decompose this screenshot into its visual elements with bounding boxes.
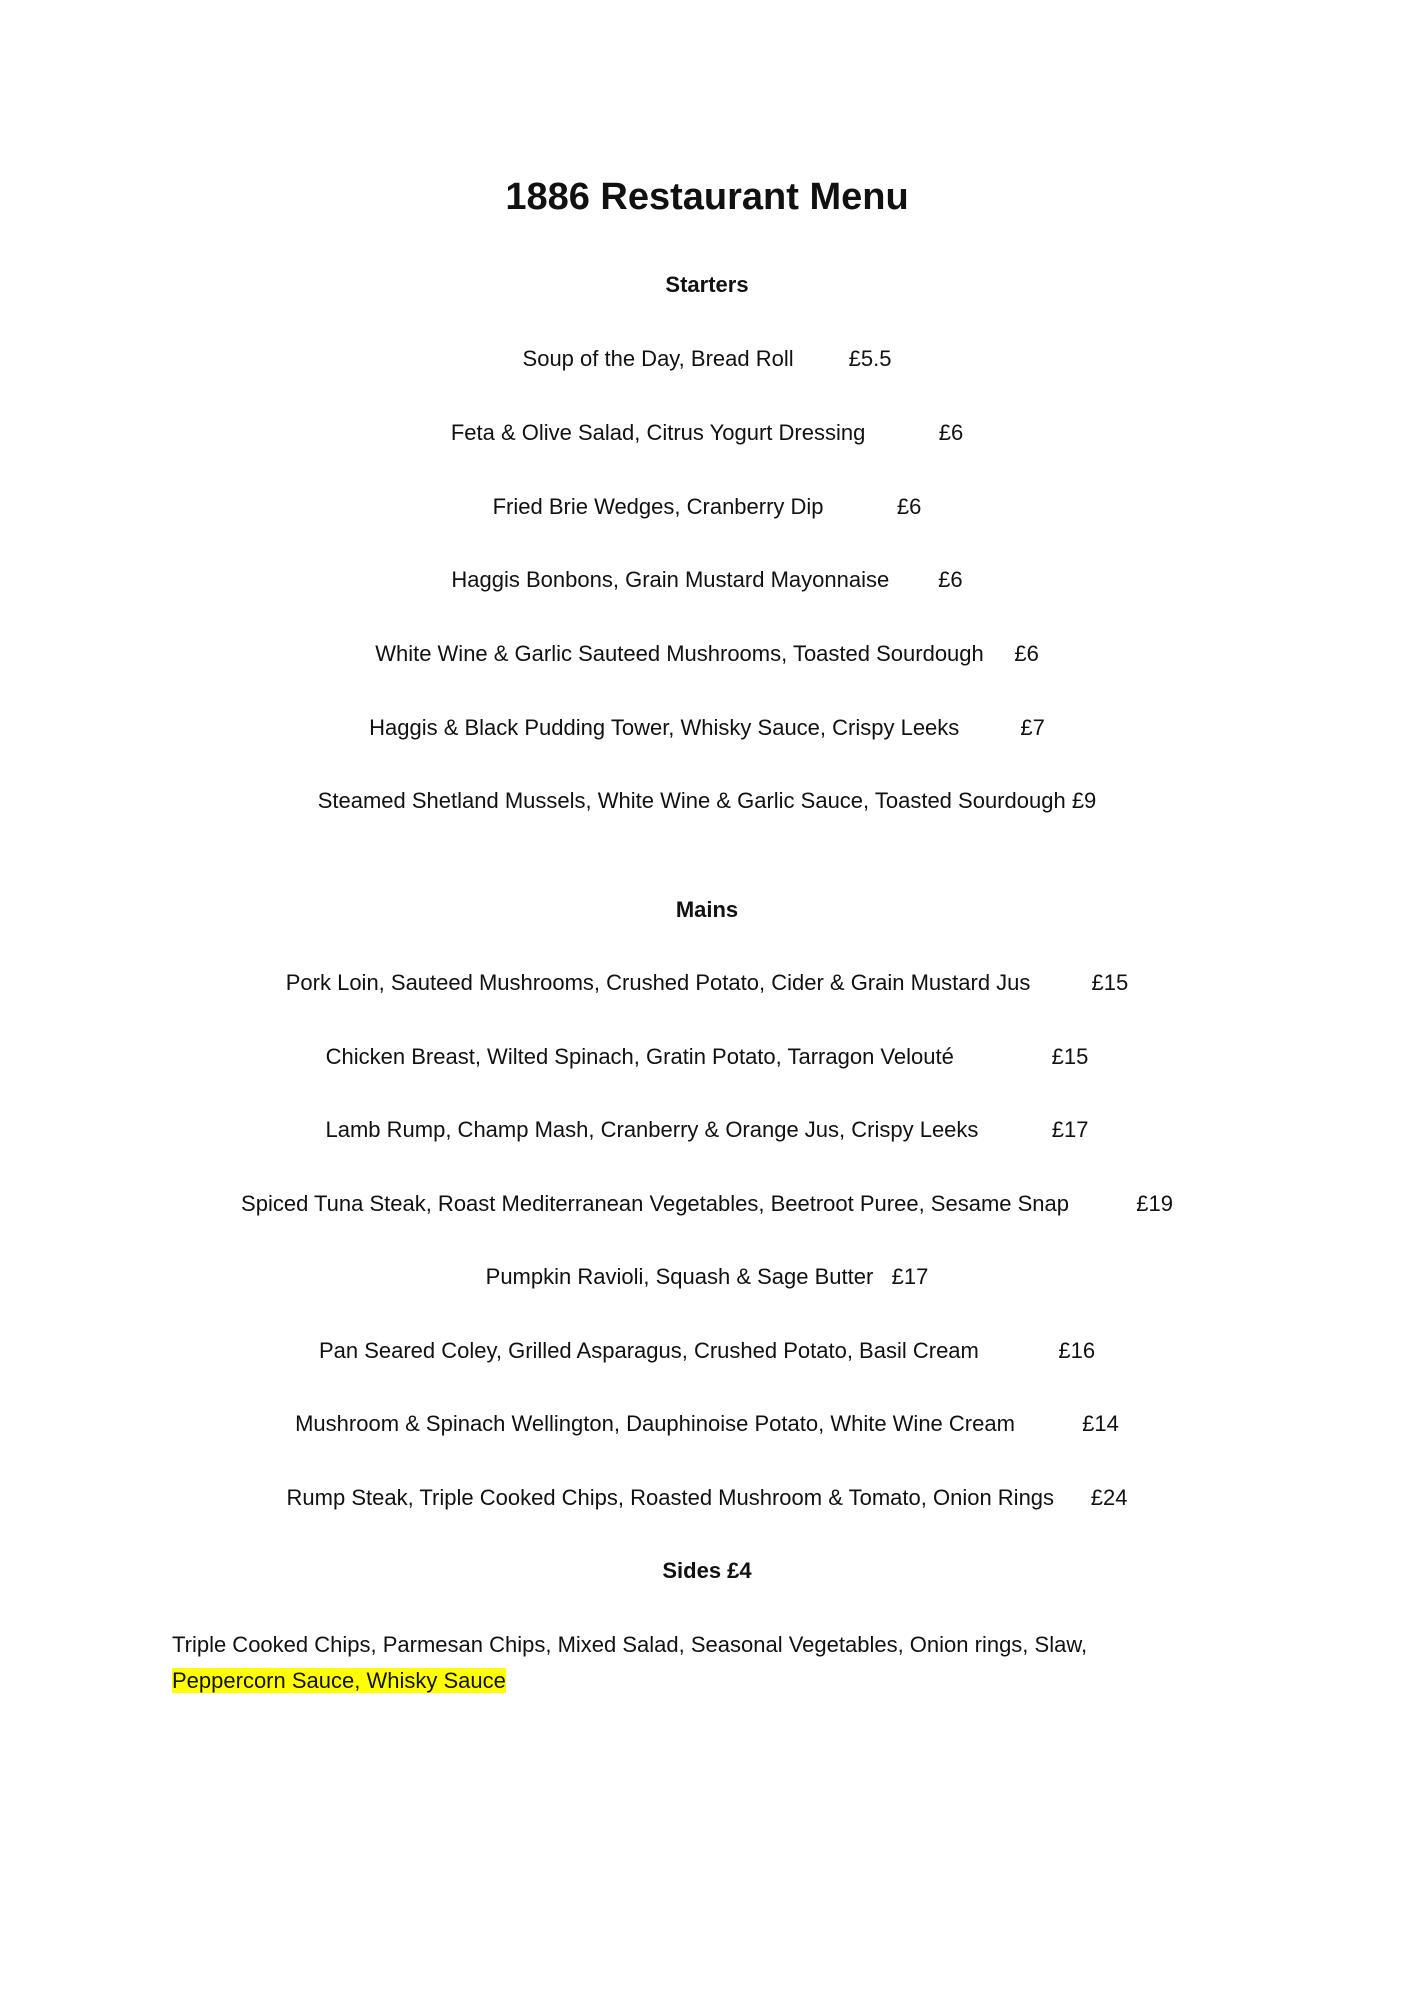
item-price: £14 bbox=[1082, 1411, 1119, 1436]
item-name: Steamed Shetland Mussels, White Wine & Garlic Sauce, Toasted Sourdough bbox=[317, 788, 1066, 813]
starter-item bbox=[0, 786, 1414, 816]
sides-items: Triple Cooked Chips, Parmesan Chips, Mixed Salad, Seasonal Vegetables, Onion rings, Slaw, bbox=[172, 1632, 1088, 1657]
main-item bbox=[0, 1336, 1414, 1366]
item-name: Fried Brie Wedges, Cranberry Dip bbox=[492, 494, 824, 519]
item-price: £16 bbox=[1058, 1338, 1096, 1363]
item-name: Pan Seared Coley, Grilled Asparagus, Crushed Potato, Basil Cream bbox=[318, 1338, 979, 1363]
item-price: £17 bbox=[1051, 1117, 1089, 1142]
mains-heading: Mains bbox=[675, 897, 739, 922]
main-item bbox=[0, 1115, 1414, 1145]
item-name: Haggis & Black Pudding Tower, Whisky Sauce, Crispy Leeks bbox=[369, 715, 960, 740]
item-price: £5.5 bbox=[848, 346, 892, 371]
sides-list bbox=[172, 1627, 1252, 1699]
starters-heading: Starters bbox=[665, 272, 749, 297]
starter-item bbox=[0, 418, 1414, 448]
item-name: Haggis Bonbons, Grain Mustard Mayonnaise bbox=[451, 567, 890, 592]
starter-item bbox=[0, 492, 1414, 522]
main-item bbox=[0, 968, 1414, 998]
item-name: Spiced Tuna Steak, Roast Mediterranean Vegetables, Beetroot Puree, Sesame Snap bbox=[241, 1191, 1069, 1216]
item-name: Lamb Rump, Champ Mash, Cranberry & Orange Jus, Crispy Leeks bbox=[325, 1117, 979, 1142]
item-name: Pumpkin Ravioli, Squash & Sage Butter bbox=[485, 1264, 874, 1289]
starter-item bbox=[0, 713, 1414, 743]
item-price: £6 bbox=[1014, 641, 1039, 666]
page-title: 1886 Restaurant Menu bbox=[505, 176, 909, 218]
sides-heading: Sides £4 bbox=[662, 1558, 752, 1583]
item-price: £7 bbox=[1020, 715, 1045, 740]
item-price: £9 bbox=[1071, 788, 1097, 813]
item-name: Mushroom & Spinach Wellington, Dauphinoise Potato, White Wine Cream bbox=[295, 1411, 1015, 1436]
item-price: £24 bbox=[1090, 1485, 1128, 1510]
item-price: £17 bbox=[891, 1264, 929, 1289]
item-name: Pork Loin, Sauteed Mushrooms, Crushed Potato, Cider & Grain Mustard Jus bbox=[285, 970, 1031, 995]
item-price: £6 bbox=[938, 420, 964, 445]
highlighted-sauces: Peppercorn Sauce, Whisky Sauce bbox=[172, 1668, 506, 1693]
main-item bbox=[0, 1189, 1414, 1219]
main-item bbox=[0, 1483, 1414, 1513]
item-price: £19 bbox=[1136, 1191, 1173, 1216]
item-name: Rump Steak, Triple Cooked Chips, Roasted Mushroom & Tomato, Onion Rings bbox=[286, 1485, 1055, 1510]
item-price: £6 bbox=[896, 494, 922, 519]
item-price: £15 bbox=[1091, 970, 1129, 995]
item-name: Feta & Olive Salad, Citrus Yogurt Dressing bbox=[450, 420, 866, 445]
starter-item bbox=[0, 344, 1414, 374]
main-item bbox=[0, 1042, 1414, 1072]
main-item bbox=[0, 1262, 1414, 1292]
starter-item bbox=[0, 565, 1414, 595]
item-name: White Wine & Garlic Sauteed Mushrooms, Toasted Sourdough bbox=[375, 641, 984, 666]
item-name: Soup of the Day, Bread Roll bbox=[522, 346, 794, 371]
starter-item bbox=[0, 639, 1414, 669]
item-name: Chicken Breast, Wilted Spinach, Gratin Potato, Tarragon Velouté bbox=[325, 1044, 954, 1069]
item-price: £6 bbox=[938, 567, 963, 592]
item-price: £15 bbox=[1051, 1044, 1089, 1069]
main-item bbox=[0, 1409, 1414, 1439]
